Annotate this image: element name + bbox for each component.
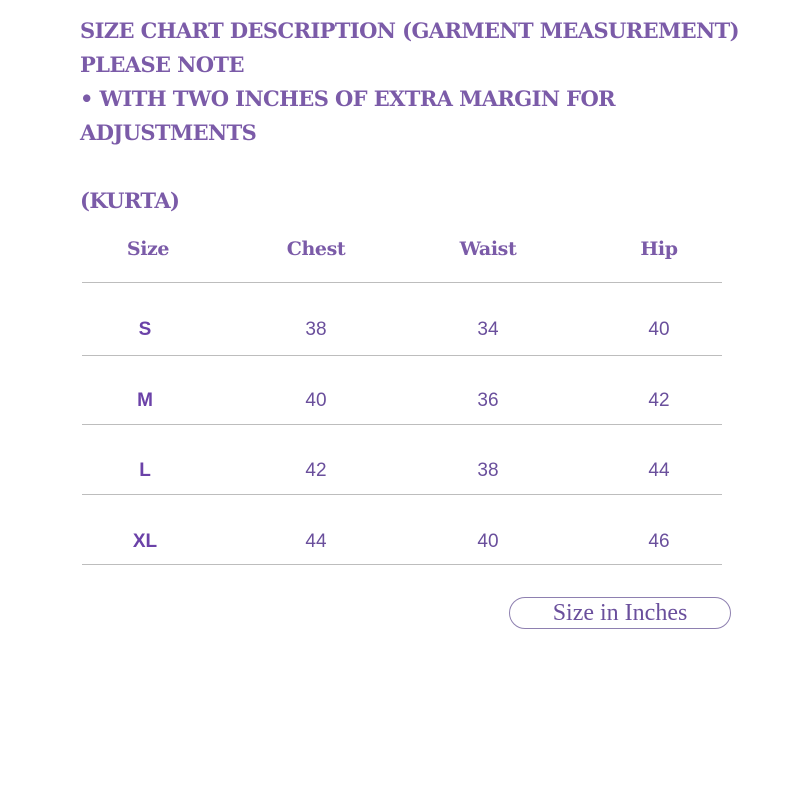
section-title: (KURTA) xyxy=(80,188,180,213)
column-header-hip: Hip xyxy=(640,238,678,260)
column-header-waist: Waist xyxy=(459,238,517,260)
row-divider xyxy=(82,424,722,425)
units-label: Size in Inches xyxy=(552,599,688,626)
row-divider xyxy=(82,564,722,565)
hip-cell: 46 xyxy=(648,531,670,552)
size-cell: L xyxy=(139,460,151,481)
waist-cell: 40 xyxy=(477,531,499,552)
row-divider xyxy=(82,355,722,356)
waist-cell: 34 xyxy=(477,319,499,340)
size-cell: S xyxy=(138,319,152,340)
heading-line-1: SIZE CHART DESCRIPTION (GARMENT MEASUREMENT) xyxy=(80,18,740,43)
column-header-size: Size xyxy=(126,238,170,260)
chest-cell: 40 xyxy=(305,390,327,411)
heading-line-4: ADJUSTMENTS xyxy=(80,120,257,145)
header-divider xyxy=(82,282,722,283)
chest-cell: 44 xyxy=(305,531,327,552)
hip-cell: 42 xyxy=(648,390,670,411)
waist-cell: 38 xyxy=(477,460,499,481)
column-header-chest: Chest xyxy=(286,238,346,260)
hip-cell: 44 xyxy=(648,460,670,481)
waist-cell: 36 xyxy=(477,390,499,411)
units-label-pill xyxy=(509,597,731,629)
row-divider xyxy=(82,494,722,495)
heading-line-3: • WITH TWO INCHES OF EXTRA MARGIN FOR xyxy=(80,86,615,111)
size-cell: M xyxy=(137,390,153,411)
chest-cell: 38 xyxy=(305,319,327,340)
chest-cell: 42 xyxy=(305,460,327,481)
size-cell: XL xyxy=(132,531,158,552)
heading-line-2: PLEASE NOTE xyxy=(80,52,244,77)
hip-cell: 40 xyxy=(648,319,670,340)
